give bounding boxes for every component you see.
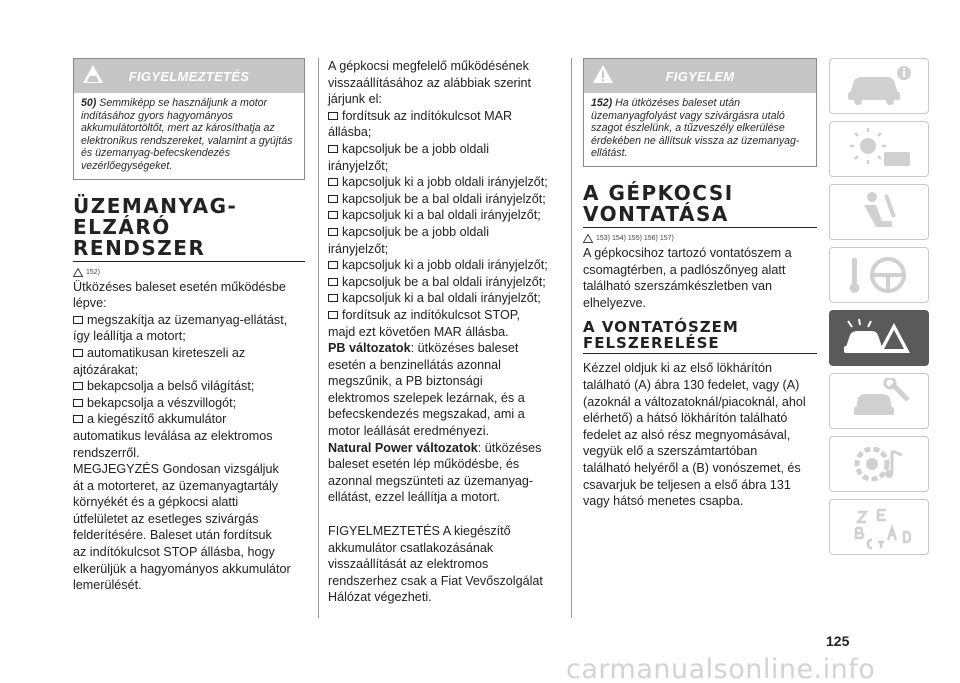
caution-text (584, 93, 816, 166)
column-middle (328, 58, 562, 606)
towing-text: A gépkocsihoz tartozó vontatószem a csomagtérben, a padlószőnyeg alatt található szerszámkészletben van elhelyezve. (583, 245, 792, 310)
fuel-cutoff-text: Ütközéses baleset esetén működésbe lépve: megszakítja az üzemanyag-ellátást, így leállítja a motort; automatikusan kireteszeli az ajtózárakat; bekapcsolja a belső világítást; bekapcsolja a vészvillogót; a kiegészítő akkumulátor automatikus leválása az elektromos rendszerről. MEGJEGYZÉS Gondosan vizsgáljuk át a motorteret, az üzemanyagtartály környékét és a gépkocsi alatti útfelületet az esetleges szivárgás felderítésére. Baleset után fordítsuk az indítókulcsot STOP állásba, hogy elkerüljük a hagyományos akkumulátor lemerülését. (73, 279, 291, 593)
gear-music-nav-icon (842, 441, 916, 487)
heading-rule (583, 353, 817, 354)
heading-rule (73, 261, 305, 262)
checkbox-bullet-icon (73, 382, 83, 390)
tab-index[interactable] (829, 499, 929, 555)
dashboard-lights-icon (842, 126, 916, 172)
warning-header (74, 59, 304, 93)
caution-title: FIGYELEM (665, 68, 735, 84)
subheading-tow-eye: A VONTATÓSZEM FELSZERELÉSE (583, 318, 739, 353)
checkbox-bullet-icon (328, 112, 338, 120)
page-number: 125 (826, 633, 850, 649)
checkbox-bullet-icon (73, 349, 83, 357)
alphabet-index-icon (842, 504, 916, 550)
column-right (583, 58, 817, 510)
warning-box (73, 58, 305, 180)
tab-emergency[interactable] (829, 310, 929, 366)
exclamation-warning-icon (592, 63, 614, 89)
warning-text (74, 93, 304, 179)
footer-watermark: carmanualsonline.info (566, 654, 876, 683)
tab-dashboard-lights[interactable] (829, 121, 929, 177)
checkbox-bullet-icon (328, 195, 338, 203)
natural-power-label: Natural Power változatok (328, 440, 478, 455)
car-hazard-triangle-icon (842, 315, 916, 361)
checkbox-bullet-icon (328, 211, 338, 219)
pb-label: PB változatok (328, 341, 411, 356)
checkbox-bullet-icon (328, 228, 338, 236)
checkbox-bullet-icon (73, 316, 83, 324)
tab-steering-key[interactable] (829, 247, 929, 303)
chapter-sidebar (829, 58, 929, 562)
column-left (73, 58, 305, 594)
warning-body: Semmiképp se használjunk a motor indításához gyors hagyományos akkumulátortöltőt, mert az károsíthatja az elektronikus rendszereket, valamint a gyújtás és üzemanyag-befecskendezés vezérlőegységeket. (81, 97, 293, 172)
warning-triangle-icon (73, 268, 83, 277)
car-info-icon (842, 63, 916, 109)
column-divider (571, 58, 572, 618)
tab-car-info[interactable] (829, 58, 929, 114)
reset-procedure-text: A gépkocsi megfelelő működésének visszaállításához az alábbiak szerint járjunk el: fordítsuk az indítókulcsot MAR állásba; kapcsoljuk be a jobb oldali irányjelzőt; kapcsoljuk ki a jobb oldali irányjelzőt; kapcsoljuk be a bal oldali irányjelzőt; kapcsoljuk ki a bal oldali irányjelzőt; kapcsoljuk be a jobb oldali irányjelzőt; kapcsoljuk ki a jobb oldali irányjelzőt; kapcsoljuk be a bal oldali irányjelzőt; kapcsoljuk ki a bal oldali irányjelzőt; fordítsuk az indítókulcsot STOP, majd ezt követően MAR állásba. PB változatok: ütközéses baleset esetén a benzinellátás azonnal megszűnik, a PB biztonsági elektromos szelepek lezárnak, és a befecskendezés megszakad, ami a motor leállását eredményezi. Natural Power változatok: ütközéses baleset esetén lép működésbe, és azonnal megszünteti az üzemanyag- ellátást, ezzel leállítja a motort. FIGYELMEZTETÉS A kiegészítő akkumulátor csatlakozásának visszaállítását az elektromos rendszerhez csak a Fiat Vevőszolgálat Hálózat végezheti. (328, 59, 548, 605)
car-warning-icon (82, 63, 104, 89)
tab-airbag-seat[interactable] (829, 184, 929, 240)
column-divider (318, 58, 319, 618)
checkbox-bullet-icon (328, 178, 338, 186)
warning-triangle-icon (583, 234, 593, 243)
checkbox-bullet-icon (328, 261, 338, 269)
tow-eye-text: Kézzel oldjuk ki az első lökhárítón található (A) ábra 130 fedelet, vagy (A) (azoknál a változatoknál/piacoknál, ahol elérhető) a hátsó lökhárítón található fedelet az alsó rész megnyomásával, vegyük elő a szerszámtartóban található helyéről a (B) vonószemet, és csavarjuk be teljesen a első ábra 131 vagy hátsó menetes csapba. (583, 361, 806, 509)
checkbox-bullet-icon (328, 294, 338, 302)
caution-body: Ha ütközéses baleset után üzemanyagfolyást vagy szivárgásra utaló szagot észlelünk, a tűzveszély elkerülése érdekében ne állítsuk vissza az üzemanyag-ellátást. (591, 97, 800, 160)
tab-multimedia[interactable] (829, 436, 929, 492)
warning-refs: 153) 154) 155) 156) 157) (583, 234, 817, 243)
heading-rule (583, 227, 817, 228)
checkbox-bullet-icon (328, 278, 338, 286)
caution-header (584, 59, 816, 93)
checkbox-bullet-icon (73, 415, 83, 423)
tab-maintenance[interactable] (829, 373, 929, 429)
warning-title: FIGYELMEZTETÉS (128, 68, 250, 84)
caution-box (583, 58, 817, 167)
checkbox-bullet-icon (328, 145, 338, 153)
warning-refs: 152) (73, 268, 305, 277)
warning-number: 50) (81, 97, 97, 109)
caution-number: 152) (591, 97, 613, 109)
checkbox-bullet-icon (328, 311, 338, 319)
airbag-seat-icon (842, 189, 916, 235)
checkbox-bullet-icon (73, 399, 83, 407)
wrench-maintenance-icon (842, 378, 916, 424)
steering-wheel-key-icon (842, 252, 916, 298)
section-heading-towing: A GÉPKOCSI VONTATÁSA (583, 180, 734, 226)
section-heading-fuel-cutoff: ÜZEMANYAG- ELZÁRÓ RENDSZER (73, 193, 238, 260)
